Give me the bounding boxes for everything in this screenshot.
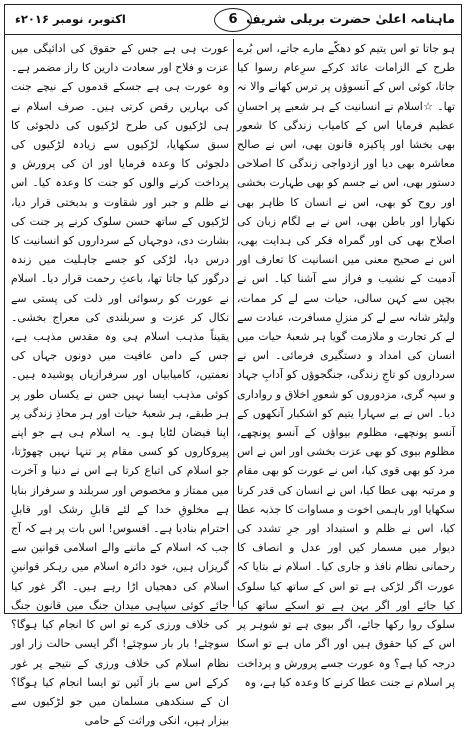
- magazine-title: ماہنامہ اعلیٰ حضرت بریلی شریف: [246, 11, 455, 26]
- column-left-text: عورت ہی ہے جس کے حقوق کی ادائیگی میں عزت و فلاح اور سعادت دارین کا راز مضمر ہے۔ وہ عورت ہی ہے جسکے قدموں کے نیچے جنت کی بہاریں رقص کرتی ہیں۔ صرف اسلام نے ہی لڑکیوں کی طرح لڑکیوں کی دلجوئی کا سبق سکھایا، لڑکیوں سے زیادہ لڑکیوں کی دلجوئی کا وعدہ فرمایا اور ان کی پرورش و پرداخت کرنے والوں کو جنت کا وعدہ کیا۔ اس نے ظلم و جبر اور شقاوت و بدبختی قرار دیا، لڑکیوں کے ساتھ حسن سلوک کرنے پر جنت کی بشارت دی، دوجہاں کے سرداروں کو انسانیت کا درس دیا، لڑکی کو جسے جاہلیت میں زندہ درگور کیا جاتا تھا، باعثِ رحمت قرار دیا۔ اسلام نے عورت کو رسوائی اور ذلت کی پستی سے نکال کر عزت و سربلندی کی معراج بخشی۔ یقیناً مذہب اسلام ہی وہ مقدس مذہب ہے، جس کے دامن عافیت میں دونوں جہاں کی نعمتیں، کامیابیاں اور سرفرازیاں پوشیدہ ہیں۔ کوئی مذہب ایسا نہیں جس نے یکساں طور پر ہر طبقے، ہر شعبۂ حیات اور ہر محاذِ زندگی پر اپنا فیضان لٹایا ہو۔ یہ اسلام ہی ہے جو اپنے پیروکاروں کو کسی مقام پر تنہا نہیں چھوڑتا، جو اسلام کی اتباع کرتا ہے اس نے دنیا و آخرت میں ممتاز و مخصوص اور سربلند و سرفراز بنایا ہے مخلوقِ خدا کے لئے قابلِ رشک اور قابلِ احترام بنادیا ہے۔ افسوس! اس بات پر ہے کہ آج جب کہ اسلام کے ماننے والے اسلامی قوانین سے گریزاں ہیں، خود دائرہ اسلام میں رہکر قوانینِ اسلام کی دھجیاں اڑا رہے ہیں۔ اگر غور کیا جائے کوئی سپاہی میدان جنگ میں قانون جنگ کی خلاف ورزی کرے تو اس کا انجام کیا ہوگا؟ سوچئے! بار بار سوچئے! اگر ایسی حالت زار اور نظام اسلام کی خلاف ورزی کے نتیجے پر غور کرکے اس سے باز آئیں تو ایسا انجام کیا ہوگا؟ ان کے سنکدھی مسلمان میں جو لڑکیوں سے بیزار ہیں، انکی وراثت کے حامی: [11, 42, 229, 728]
- article-column-left: [11, 39, 229, 728]
- page-header: [5, 5, 461, 35]
- page-frame: [4, 4, 462, 728]
- column-divider: [233, 39, 234, 607]
- page-number: 6: [214, 8, 252, 32]
- column-right-text: ہو جاتا تو اس یتیم کو دھکّے مارے جاتے، اس بُرے طرح کے الزامات عائد کرکے سرِعام رسوا کیا جاتا، کوئی اس کے آنسوؤں پر ترس کھانے والا نہ تھا۔ ☆اسلام نے انسانیت کے ہر شعبے پر احسانِ عظیم فرمایا اس کے کامیاب زندگی کا شعور بھی بخشا اور پاکیزہ قانون بھی، اس نے صالح معاشرہ بھی دیا اور ازدواجی زندگی کا اصلاحی دستور بھی، اس نے جسم کو بھی طہارت بخشی اور روح کو بھی، اس نے انسان کا ظاہر بھی نکھارا اور باطن بھی، اس نے بے لگام زبان کی اصلاح بھی کی اور گمراہ فکر کی ہدایت بھی، اس نے صحیح معنی میں انسانیت کا تعارف اور آدمیت کے نشیب و فراز سے آشنا کیا۔ اس نے بچپن سے کہن سالی، حیات سے لے کر ممات، ولیٹر شانہ سے لے کر منزلِ مسافرت، عبادت سے لے کر تجارت و ملازمت گویا ہر شعبۂ حیات میں انسان کی امداد و دستگیری فرمائی۔ اس نے سرداروں کو تاجِ زندگی، جنگجوؤں کو آدابِ جہاد و سپہ گری، مزدوروں کو شعورِ اخلاق و رواداری دیا۔ اس نے بے سہارا یتیم کو اشکبار آنکھوں کے آنسو پونچھے، مظلوم بیواؤں کے آنسو پونچھے، مظلوم بیوی کو بھی عزت بخشی اور اس نے اس مرد کو بھی قوی کیا، اس نے عورت کو بھی مقام و مرتبہ بھی عطا کیا، اس نے انسان کی قدر کرنا سکھایا اور باہمی اخوت و مساوات کا جذبہ عطا کیا، اس نے ظلم و استبداد اور جرِ تشدد کی دیوار میں مسمار کیں اور عدل و انصاف کا رحمانی نظام نافذ و جاری کیا۔ اسلام نے بتایا کہ عورت اگر لڑکی ہے تو اس کے ساتھ کیا سلوک کیا جائے اور اگر بہن ہے تو اسکے ساتھ کیا سلوک روا رکھا جائے، اگر بیوی ہے تو شوہر پر اس کے کیا حقوق ہیں اور اگر ماں ہے تو اسکا درجہ کیا ہے؟ وہ عورت جسے پرورش و پرداخت پر اسلام نے جنت عطا کرنے کا وعدہ کیا ہے، وہ: [237, 42, 455, 689]
- article-body: [9, 39, 457, 728]
- issue-date: اکتوبر، نومبر ۲۰۱۶ء: [15, 12, 126, 26]
- article-column-right: [237, 39, 455, 689]
